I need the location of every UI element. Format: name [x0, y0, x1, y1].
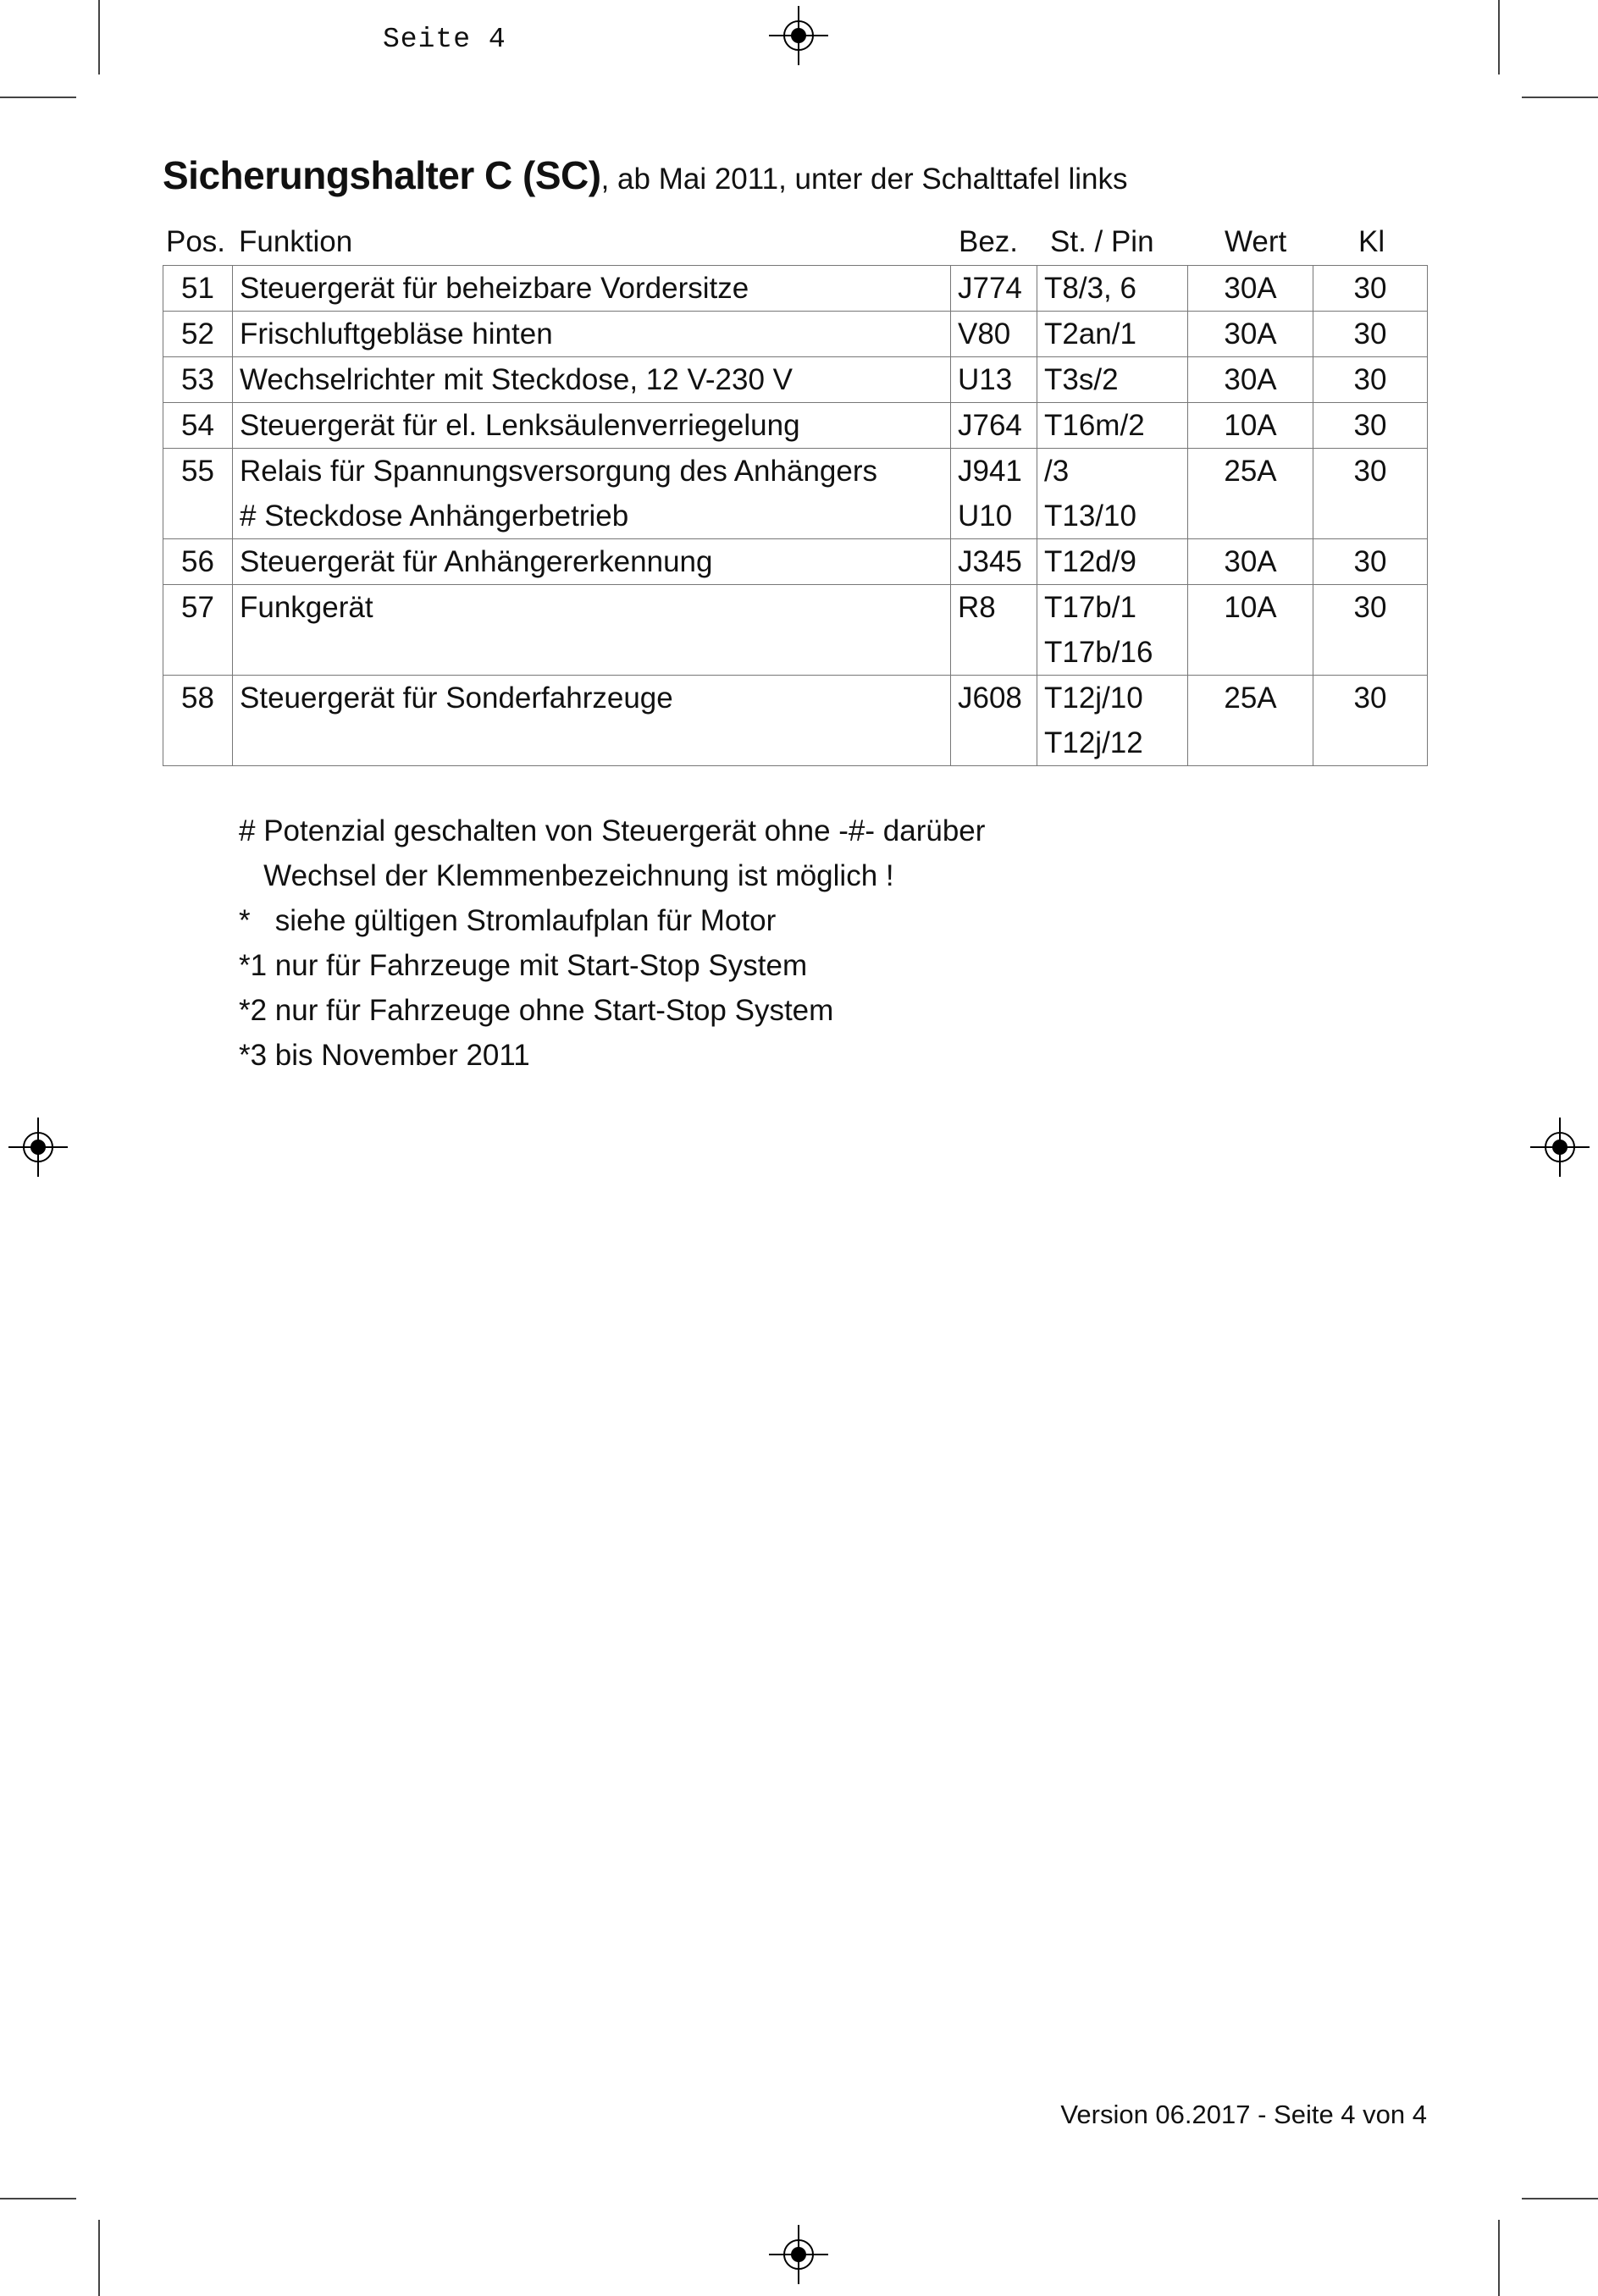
crop-mark	[1522, 2198, 1598, 2199]
cell-kl: 30	[1313, 266, 1428, 312]
cell-funktion-line: Steuergerät für el. Lenksäulenverriegelung	[240, 409, 800, 442]
cell-kl: 30	[1313, 539, 1428, 585]
cell-pos: 52	[163, 312, 233, 357]
cell-funktion-line: Wechselrichter mit Steckdose, 12 V-230 V	[240, 363, 793, 396]
note-line: *3 bis November 2011	[239, 1039, 530, 1072]
cell-pin-line: T12j/12	[1044, 726, 1143, 759]
cell-pin-line: T13/10	[1044, 499, 1136, 533]
cell-pin-line: T12d/9	[1044, 545, 1136, 578]
table-row	[163, 403, 1428, 449]
cell-wert: 30A	[1188, 539, 1313, 585]
cell-funktion-line: Frischluftgebläse hinten	[240, 317, 553, 350]
notes	[239, 809, 985, 1078]
cell-pin	[1037, 449, 1188, 539]
table-header	[163, 225, 1426, 262]
cell-pin-line: T17b/1	[1044, 591, 1136, 624]
cell-funktion	[233, 539, 951, 585]
note-line: # Potenzial geschalten von Steuergerät ohne -#- darüber	[239, 814, 986, 847]
crop-mark	[0, 2198, 76, 2199]
table-row	[163, 585, 1428, 676]
crop-mark	[98, 0, 100, 75]
title-bold: Sicherungshalter C (SC)	[163, 153, 601, 197]
page-header: Seite 4	[383, 24, 506, 55]
cell-funktion-line: Steuergerät für Anhängererkennung	[240, 545, 713, 578]
cell-bez	[951, 539, 1037, 585]
cell-wert: 30A	[1188, 357, 1313, 403]
cell-pin	[1037, 312, 1188, 357]
cell-wert: 30A	[1188, 312, 1313, 357]
cell-bez-line: R8	[958, 591, 996, 624]
cell-pin	[1037, 266, 1188, 312]
fuse-table	[163, 265, 1428, 766]
header-bez: Bez.	[959, 225, 1019, 258]
cell-pin-line: T16m/2	[1044, 409, 1145, 442]
cell-funktion-line: Funkgerät	[240, 591, 373, 624]
page-title	[163, 152, 1128, 198]
cell-funktion-line: Relais für Spannungsversorgung des Anhängers	[240, 455, 877, 488]
cell-pos: 58	[163, 676, 233, 766]
cell-kl: 30	[1313, 312, 1428, 357]
cell-wert: 30A	[1188, 266, 1313, 312]
cell-pin-line: /3	[1044, 455, 1070, 488]
cell-kl: 30	[1313, 676, 1428, 766]
table-row	[163, 449, 1428, 539]
cell-pin	[1037, 539, 1188, 585]
cell-bez-line: J774	[958, 272, 1022, 305]
note-line: *2 nur für Fahrzeuge ohne Start-Stop System	[239, 994, 834, 1027]
cell-pos: 51	[163, 266, 233, 312]
cell-kl: 30	[1313, 449, 1428, 539]
title-rest: , ab Mai 2011, unter der Schalttafel links	[600, 163, 1128, 196]
cell-funktion-line: Steuergerät für Sonderfahrzeuge	[240, 682, 673, 715]
registration-mark-icon	[769, 6, 828, 65]
cell-pin	[1037, 357, 1188, 403]
cell-bez-line: J764	[958, 409, 1022, 442]
cell-bez	[951, 357, 1037, 403]
crop-mark	[98, 2220, 100, 2296]
cell-pos: 56	[163, 539, 233, 585]
cell-pos: 57	[163, 585, 233, 676]
cell-funktion-line: # Steckdose Anhängerbetrieb	[240, 499, 629, 533]
cell-pin	[1037, 676, 1188, 766]
note-line: Wechsel der Klemmenbezeichnung ist möglich !	[239, 859, 894, 892]
cell-funktion	[233, 676, 951, 766]
cell-pin-line: T3s/2	[1044, 363, 1119, 396]
cell-pin	[1037, 585, 1188, 676]
header-kl: Kl	[1358, 225, 1385, 258]
registration-mark-icon	[8, 1118, 68, 1177]
crop-mark	[0, 97, 76, 98]
table-row	[163, 312, 1428, 357]
cell-bez	[951, 266, 1037, 312]
cell-bez-line: J345	[958, 545, 1022, 578]
cell-funktion	[233, 357, 951, 403]
table-row	[163, 357, 1428, 403]
cell-pin-line: T8/3, 6	[1044, 272, 1136, 305]
header-pin: St. / Pin	[1050, 225, 1154, 258]
cell-bez	[951, 403, 1037, 449]
header-wert: Wert	[1225, 225, 1287, 258]
cell-pos: 55	[163, 449, 233, 539]
cell-bez-line: J941	[958, 455, 1022, 488]
registration-mark-icon	[769, 2225, 828, 2284]
cell-funktion	[233, 312, 951, 357]
cell-funktion	[233, 266, 951, 312]
cell-bez	[951, 676, 1037, 766]
crop-mark	[1498, 0, 1500, 75]
cell-bez-line: U10	[958, 499, 1013, 533]
cell-funktion	[233, 585, 951, 676]
cell-funktion-line: Steuergerät für beheizbare Vordersitze	[240, 272, 749, 305]
table-row	[163, 539, 1428, 585]
cell-bez-line: U13	[958, 363, 1013, 396]
cell-pin-line: T12j/10	[1044, 682, 1143, 715]
crop-mark	[1522, 97, 1598, 98]
table-row	[163, 676, 1428, 766]
footer-version: Version 06.2017 - Seite 4 von 4	[1060, 2100, 1427, 2129]
cell-bez-line: V80	[958, 317, 1011, 350]
header-funktion: Funktion	[239, 225, 353, 258]
cell-funktion	[233, 403, 951, 449]
cell-bez	[951, 449, 1037, 539]
cell-wert: 10A	[1188, 403, 1313, 449]
cell-bez	[951, 585, 1037, 676]
note-line: *1 nur für Fahrzeuge mit Start-Stop System	[239, 949, 808, 982]
header-pos: Pos.	[166, 225, 226, 258]
table-row	[163, 266, 1428, 312]
cell-bez	[951, 312, 1037, 357]
note-line: * siehe gültigen Stromlaufplan für Motor	[239, 904, 777, 937]
cell-wert: 25A	[1188, 449, 1313, 539]
cell-pin-line: T2an/1	[1044, 317, 1136, 350]
cell-kl: 30	[1313, 403, 1428, 449]
cell-pin-line: T17b/16	[1044, 636, 1153, 669]
cell-bez-line: J608	[958, 682, 1022, 715]
cell-kl: 30	[1313, 585, 1428, 676]
cell-pos: 54	[163, 403, 233, 449]
cell-wert: 25A	[1188, 676, 1313, 766]
cell-wert: 10A	[1188, 585, 1313, 676]
cell-pin	[1037, 403, 1188, 449]
cell-pos: 53	[163, 357, 233, 403]
registration-mark-icon	[1530, 1118, 1590, 1177]
cell-kl: 30	[1313, 357, 1428, 403]
cell-funktion	[233, 449, 951, 539]
crop-mark	[1498, 2220, 1500, 2296]
